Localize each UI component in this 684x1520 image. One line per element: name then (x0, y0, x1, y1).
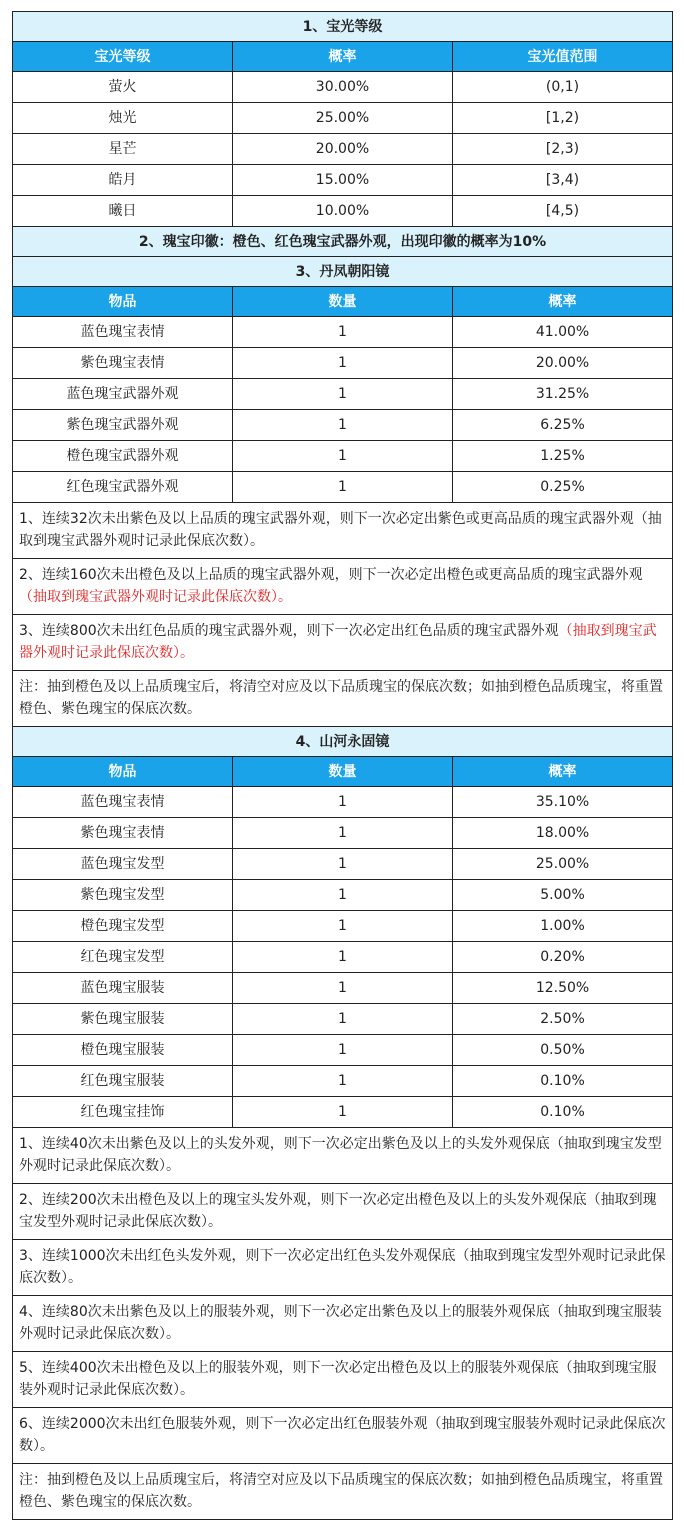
probability-document (12, 11, 672, 1520)
section-title-shanhe-mirror: 4、山河永固镜 (13, 727, 673, 757)
section-title-emblem: 2、瑰宝印徽：橙色、红色瑰宝武器外观，出现印徽的概率为10% (13, 227, 673, 257)
danfeng-cell: 6.25% (453, 410, 673, 441)
danfeng-note-row (13, 671, 673, 727)
shanhe-note-row (13, 1464, 673, 1520)
note-text: 1、连续40次未出紫色及以上的头发外观，则下一次必定出紫色及以上的头发外观保底（抽取到瑰宝发型外观时记录此保底次数）。 (19, 1136, 662, 1174)
shanhe-note-row (13, 1128, 673, 1184)
danfeng-table-row (13, 317, 673, 348)
shanhe-cell: 0.10% (453, 1066, 673, 1097)
shanhe-table-row (13, 973, 673, 1004)
glow-level-cell: [4,5) (453, 196, 673, 227)
glow-level-table-row (13, 165, 673, 196)
probability-table (12, 11, 673, 1520)
shanhe-cell: 紫色瑰宝服装 (13, 1004, 233, 1035)
section-title-shanhe-mirror-row (13, 727, 673, 757)
glow-level-table-row (13, 103, 673, 134)
shanhe-cell: 35.10% (453, 787, 673, 818)
danfeng-cell: 1 (233, 410, 453, 441)
glow-level-cell: 25.00% (233, 103, 453, 134)
danfeng-cell: 蓝色瑰宝表情 (13, 317, 233, 348)
danfeng-cell: 1 (233, 441, 453, 472)
shanhe-cell: 1 (233, 849, 453, 880)
danfeng-cell: 紫色瑰宝武器外观 (13, 410, 233, 441)
shanhe-note (13, 1128, 673, 1184)
shanhe-note-row (13, 1296, 673, 1352)
section-title-emblem-row (13, 227, 673, 257)
shanhe-header-row (13, 757, 673, 787)
glow-level-cell: 曦日 (13, 196, 233, 227)
glow-level-header-row (13, 42, 673, 72)
danfeng-header-row (13, 287, 673, 317)
danfeng-cell: 1.25% (453, 441, 673, 472)
glow-level-cell: 15.00% (233, 165, 453, 196)
danfeng-note-row (13, 615, 673, 671)
section-title-danfeng-mirror: 3、丹凤朝阳镜 (13, 257, 673, 287)
shanhe-table-row (13, 1097, 673, 1128)
danfeng-cell: 31.25% (453, 379, 673, 410)
shanhe-cell: 1 (233, 1097, 453, 1128)
shanhe-cell: 5.00% (453, 880, 673, 911)
glow-level-cell: 星芒 (13, 134, 233, 165)
shanhe-note-row (13, 1408, 673, 1464)
shanhe-cell: 蓝色瑰宝服装 (13, 973, 233, 1004)
section-title-glow-level: 1、宝光等级 (13, 12, 673, 42)
note-text: 2、连续200次未出橙色及以上的瑰宝头发外观，则下一次必定出橙色及以上的头发外观保底（抽取到瑰宝发型外观时记录此保底次数）。 (19, 1192, 657, 1230)
shanhe-cell: 红色瑰宝挂饰 (13, 1097, 233, 1128)
shanhe-cell: 1 (233, 1035, 453, 1066)
glow-level-cell: (0,1) (453, 72, 673, 103)
shanhe-cell: 橙色瑰宝发型 (13, 911, 233, 942)
shanhe-note (13, 1352, 673, 1408)
shanhe-table-row (13, 911, 673, 942)
danfeng-cell: 紫色瑰宝表情 (13, 348, 233, 379)
shanhe-cell: 0.50% (453, 1035, 673, 1066)
shanhe-cell: 25.00% (453, 849, 673, 880)
shanhe-table-row (13, 880, 673, 911)
note-text: 注：抽到橙色及以上品质瑰宝后，将清空对应及以下品质瑰宝的保底次数；如抽到橙色品质瑰宝，将重置橙色、紫色瑰宝的保底次数。 (19, 1472, 663, 1510)
shanhe-note (13, 1240, 673, 1296)
shanhe-note-row (13, 1184, 673, 1240)
glow-level-column-header: 概率 (233, 42, 453, 72)
note-text: 2、连续160次未出橙色及以上品质的瑰宝武器外观，则下一次必定出橙色或更高品质的瑰宝武器外观 (19, 567, 643, 583)
shanhe-cell: 1 (233, 973, 453, 1004)
shanhe-table-row (13, 818, 673, 849)
danfeng-cell: 0.25% (453, 472, 673, 503)
section-title-danfeng-mirror-row (13, 257, 673, 287)
shanhe-table-row (13, 942, 673, 973)
danfeng-note-row (13, 559, 673, 615)
glow-level-cell: 20.00% (233, 134, 453, 165)
shanhe-note-row (13, 1352, 673, 1408)
shanhe-cell: 1 (233, 942, 453, 973)
glow-level-table-row (13, 134, 673, 165)
note-text: 5、连续400次未出橙色及以上的服装外观，则下一次必定出橙色及以上的服装外观保底（抽取到瑰宝服装外观时记录此保底次数）。 (19, 1360, 657, 1398)
danfeng-cell: 橙色瑰宝武器外观 (13, 441, 233, 472)
danfeng-cell: 红色瑰宝武器外观 (13, 472, 233, 503)
shanhe-column-header: 数量 (233, 757, 453, 787)
note-text: 3、连续800次未出红色品质的瑰宝武器外观，则下一次必定出红色品质的瑰宝武器外观 (19, 623, 559, 639)
glow-level-cell: 烛光 (13, 103, 233, 134)
shanhe-cell: 红色瑰宝服装 (13, 1066, 233, 1097)
shanhe-column-header: 概率 (453, 757, 673, 787)
danfeng-cell: 1 (233, 348, 453, 379)
danfeng-table-row (13, 379, 673, 410)
shanhe-cell: 1 (233, 880, 453, 911)
note-text: 3、连续1000次未出红色头发外观，则下一次必定出红色头发外观保底（抽取到瑰宝发型外观时记录此保底次数）。 (19, 1248, 666, 1286)
shanhe-cell: 12.50% (453, 973, 673, 1004)
shanhe-cell: 紫色瑰宝发型 (13, 880, 233, 911)
note-text: 4、连续80次未出紫色及以上的服装外观，则下一次必定出紫色及以上的服装外观保底（抽取到瑰宝服装外观时记录此保底次数）。 (19, 1304, 662, 1342)
shanhe-cell: 紫色瑰宝表情 (13, 818, 233, 849)
glow-level-cell: 10.00% (233, 196, 453, 227)
shanhe-cell: 1 (233, 787, 453, 818)
shanhe-cell: 2.50% (453, 1004, 673, 1035)
shanhe-note (13, 1408, 673, 1464)
shanhe-cell: 1 (233, 911, 453, 942)
shanhe-column-header: 物品 (13, 757, 233, 787)
shanhe-cell: 0.10% (453, 1097, 673, 1128)
danfeng-cell: 20.00% (453, 348, 673, 379)
shanhe-table-row (13, 849, 673, 880)
glow-level-table-row (13, 72, 673, 103)
danfeng-table-row (13, 472, 673, 503)
glow-level-cell: [2,3) (453, 134, 673, 165)
shanhe-cell: 18.00% (453, 818, 673, 849)
danfeng-cell: 蓝色瑰宝武器外观 (13, 379, 233, 410)
danfeng-note (13, 671, 673, 727)
shanhe-cell: 蓝色瑰宝表情 (13, 787, 233, 818)
shanhe-cell: 0.20% (453, 942, 673, 973)
glow-level-cell: 30.00% (233, 72, 453, 103)
danfeng-column-header: 概率 (453, 287, 673, 317)
danfeng-note (13, 503, 673, 559)
glow-level-column-header: 宝光值范围 (453, 42, 673, 72)
danfeng-cell: 41.00% (453, 317, 673, 348)
note-text: 1、连续32次未出紫色及以上品质的瑰宝武器外观，则下一次必定出紫色或更高品质的瑰宝武器外观（抽取到瑰宝武器外观时记录此保底次数）。 (19, 511, 662, 549)
shanhe-table-row (13, 1035, 673, 1066)
shanhe-cell: 1.00% (453, 911, 673, 942)
shanhe-table-row (13, 1066, 673, 1097)
note-highlight-text: （抽取到瑰宝武器外观时记录此保底次数）。 (19, 623, 657, 661)
note-text: 注：抽到橙色及以上品质瑰宝后，将清空对应及以下品质瑰宝的保底次数；如抽到橙色品质瑰宝，将重置橙色、紫色瑰宝的保底次数。 (19, 679, 663, 717)
shanhe-table-row (13, 1004, 673, 1035)
shanhe-table-row (13, 787, 673, 818)
shanhe-note-row (13, 1240, 673, 1296)
shanhe-cell: 1 (233, 818, 453, 849)
danfeng-table-row (13, 441, 673, 472)
shanhe-note (13, 1184, 673, 1240)
glow-level-table-row (13, 196, 673, 227)
glow-level-cell: 萤火 (13, 72, 233, 103)
shanhe-cell: 橙色瑰宝服装 (13, 1035, 233, 1066)
section-title-glow-level-row (13, 12, 673, 42)
shanhe-cell: 1 (233, 1066, 453, 1097)
shanhe-note (13, 1464, 673, 1520)
danfeng-cell: 1 (233, 472, 453, 503)
probability-table-body (13, 12, 673, 1520)
shanhe-cell: 1 (233, 1004, 453, 1035)
glow-level-column-header: 宝光等级 (13, 42, 233, 72)
danfeng-note-row (13, 503, 673, 559)
shanhe-note (13, 1296, 673, 1352)
glow-level-cell: 皓月 (13, 165, 233, 196)
glow-level-cell: [1,2) (453, 103, 673, 134)
danfeng-table-row (13, 410, 673, 441)
danfeng-column-header: 数量 (233, 287, 453, 317)
glow-level-cell: [3,4) (453, 165, 673, 196)
danfeng-cell: 1 (233, 379, 453, 410)
danfeng-note (13, 615, 673, 671)
danfeng-note (13, 559, 673, 615)
shanhe-cell: 红色瑰宝发型 (13, 942, 233, 973)
danfeng-column-header: 物品 (13, 287, 233, 317)
shanhe-cell: 蓝色瑰宝发型 (13, 849, 233, 880)
danfeng-cell: 1 (233, 317, 453, 348)
danfeng-table-row (13, 348, 673, 379)
note-highlight-text: （抽取到瑰宝武器外观时记录此保底次数）。 (19, 589, 292, 605)
note-text: 6、连续2000次未出红色服装外观，则下一次必定出红色服装外观（抽取到瑰宝服装外观时记录此保底次数）。 (19, 1416, 666, 1454)
